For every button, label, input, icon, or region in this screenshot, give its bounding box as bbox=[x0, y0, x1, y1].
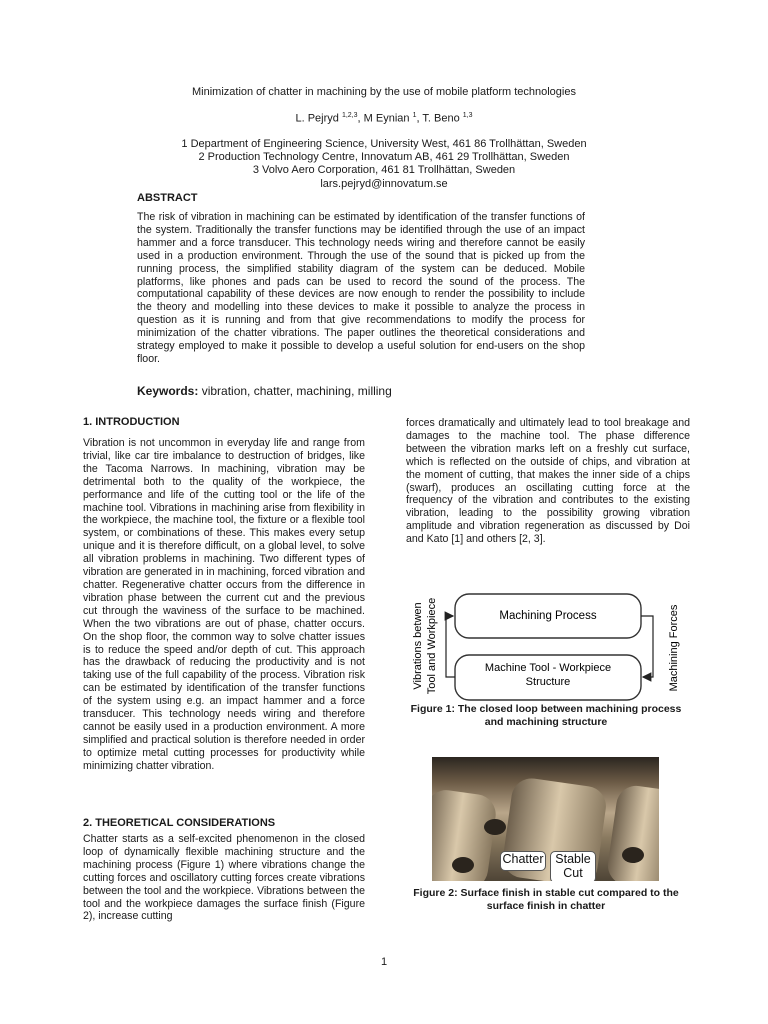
abstract-text: The risk of vibration in machining can be estimated by identification of the transfer functions of the system. Traditionally the transfer functions may be identified through the use of an impact hammer and a force transducer. This technology needs wiring and therefore cannot be easily used in a production environment. Through the use of the sound that is picked up from the running process, the simplified stability diagram of the system can be deduced. Mobile platforms, like phones and pads can be used to record the sound of the process. The computational capability of these devices are now enough to render the possibility to include the theory and modelling into these devices to make it possible to analyze the process in question as it is running and from that give recommendations to modify the process for minimization of the chatter vibrations. The paper outlines the theoretical considerations and strategy employed to make it possible to develop a useful solution for end-users on the shop floor. bbox=[137, 211, 585, 365]
surface-finish-photo bbox=[432, 757, 659, 881]
machining-process-label: Machining Process bbox=[499, 610, 597, 622]
vibrations-axis-label-line2: Tool and Workpiece bbox=[426, 597, 438, 695]
author-name: T. Beno bbox=[422, 112, 460, 125]
machine-structure-label-line2: Structure bbox=[525, 676, 571, 688]
right-column-text: forces dramatically and ultimately lead to tool breakage and damages to the machine tool. The phase difference between the vibration marks left on a freshly cut surface, which is reflected on the outside of chips, and vibration at the moment of cutting, that makes the inner side of a chips (swarf), produces an oscillating cutting force at the frequency of the vibration and contributes to the existing vibration, leading to the possibility growing vibration amplitude and vibration regeneration as discussed by Doi and Kato [1] and others [2, 3]. bbox=[406, 417, 690, 546]
author-affiliation-marker: 1,2,3 bbox=[341, 112, 358, 119]
introduction-text: Vibration is not uncommon in everyday life and range from trivial, like car tire imbalance to destruction of bridges, like the Tacoma Narrows. In machining, vibration may be detrimental both to the quality of the workpiece, the performance and life of the cutting tool or the life of the machine tool. Vibrations in machining arise from flexibility in the workpiece, the machine tool, the fixture or a flexible tool system, or combinations of these. This makes every setup unique and it is therefore difficult, on a global level, to solve all vibration problems in machining. Two different types of vibration are generated in in machining, forced vibration and chatter. Regenerative chatter occurs from the difference in vibration phase between the current cut and the previous cut through the waviness of the surface to be machined. When the two vibrations are out of phase, chatter occurs. On the shop floor, the common way to solve chatter issues is to reduce the speed and/or depth of cut. This approach has the drawback of reducing the productivity and is not taking use of the full capability of the process. Vibration risk can be estimated by identification of the transfer functions of the system using e.g. an impact hammer and a force transducer. This technology needs wiring and therefore cannot be easily used in a production environment. A more simplified and practical solution is therefore needed in order to optimize metal cutting processes for productivity while minimizing chatter vibration. bbox=[83, 437, 365, 772]
affiliation-line: 3 Volvo Aero Corporation, 461 81 Trollhättan, Sweden bbox=[252, 164, 516, 177]
keywords-list: vibration, chatter, machining, milling bbox=[198, 384, 392, 398]
author-affiliation-marker: 1 bbox=[412, 112, 417, 119]
vibrations-axis-label: Vibrations betwen bbox=[412, 602, 424, 690]
keywords-label: Keywords: bbox=[137, 384, 199, 398]
keywords bbox=[137, 384, 392, 398]
page-number: 1 bbox=[380, 956, 388, 968]
figure-2-caption: Figure 2: Surface finish in stable cut compared to the surface finish in chatter bbox=[413, 887, 679, 912]
affiliation-line: 1 Department of Engineering Science, University West, 461 86 Trollhättan, Sweden bbox=[181, 138, 587, 150]
author-name: M Eynian bbox=[363, 112, 410, 125]
author-list: L. Pejryd $^{1,2,3}$, M Eynian $^1$, T. Beno $^{1,3}$ bbox=[295, 112, 473, 125]
contact-email[interactable]: lars.pejryd@innovatum.se bbox=[320, 177, 448, 190]
loop-arrow-left bbox=[446, 616, 455, 677]
affiliation-line: 2 Production Technology Centre, Innovatum AB, 461 29 Trollhättan, Sweden bbox=[198, 151, 570, 164]
machine-structure-label: Machine Tool - Workpiece bbox=[484, 662, 612, 674]
abstract-heading: ABSTRACT bbox=[137, 192, 198, 204]
author-name: L. Pejryd bbox=[295, 112, 339, 125]
loop-arrow-right bbox=[641, 616, 653, 677]
affiliations bbox=[0, 138, 768, 191]
theory-text: Chatter starts as a self-excited phenomenon in the closed loop of dynamically flexible machining structure and the machining process (Figure 1) where vibrations change the cutting forces and oscillatory cutting forces create vibrations between the tool and the workpiece. Vibrations between the tool and the workpiece damages the surface finish (Figure 2), increase cutting bbox=[83, 833, 365, 923]
machining-forces-label: Machining Forces bbox=[668, 604, 680, 692]
figure-1-caption: Figure 1: The closed loop between machining process and machining structure bbox=[410, 703, 682, 728]
closed-loop-diagram bbox=[406, 590, 692, 702]
chatter-tag: Chatter bbox=[500, 851, 546, 871]
paper-title: Minimization of chatter in machining by the use of mobile platform technologies bbox=[192, 86, 576, 98]
author-affiliation-marker: 1,3 bbox=[462, 112, 473, 119]
stable-cut-tag: Stable Cut bbox=[550, 851, 596, 881]
section-heading-introduction: 1. INTRODUCTION bbox=[83, 416, 180, 428]
section-heading-theory: 2. THEORETICAL CONSIDERATIONS bbox=[83, 817, 276, 829]
